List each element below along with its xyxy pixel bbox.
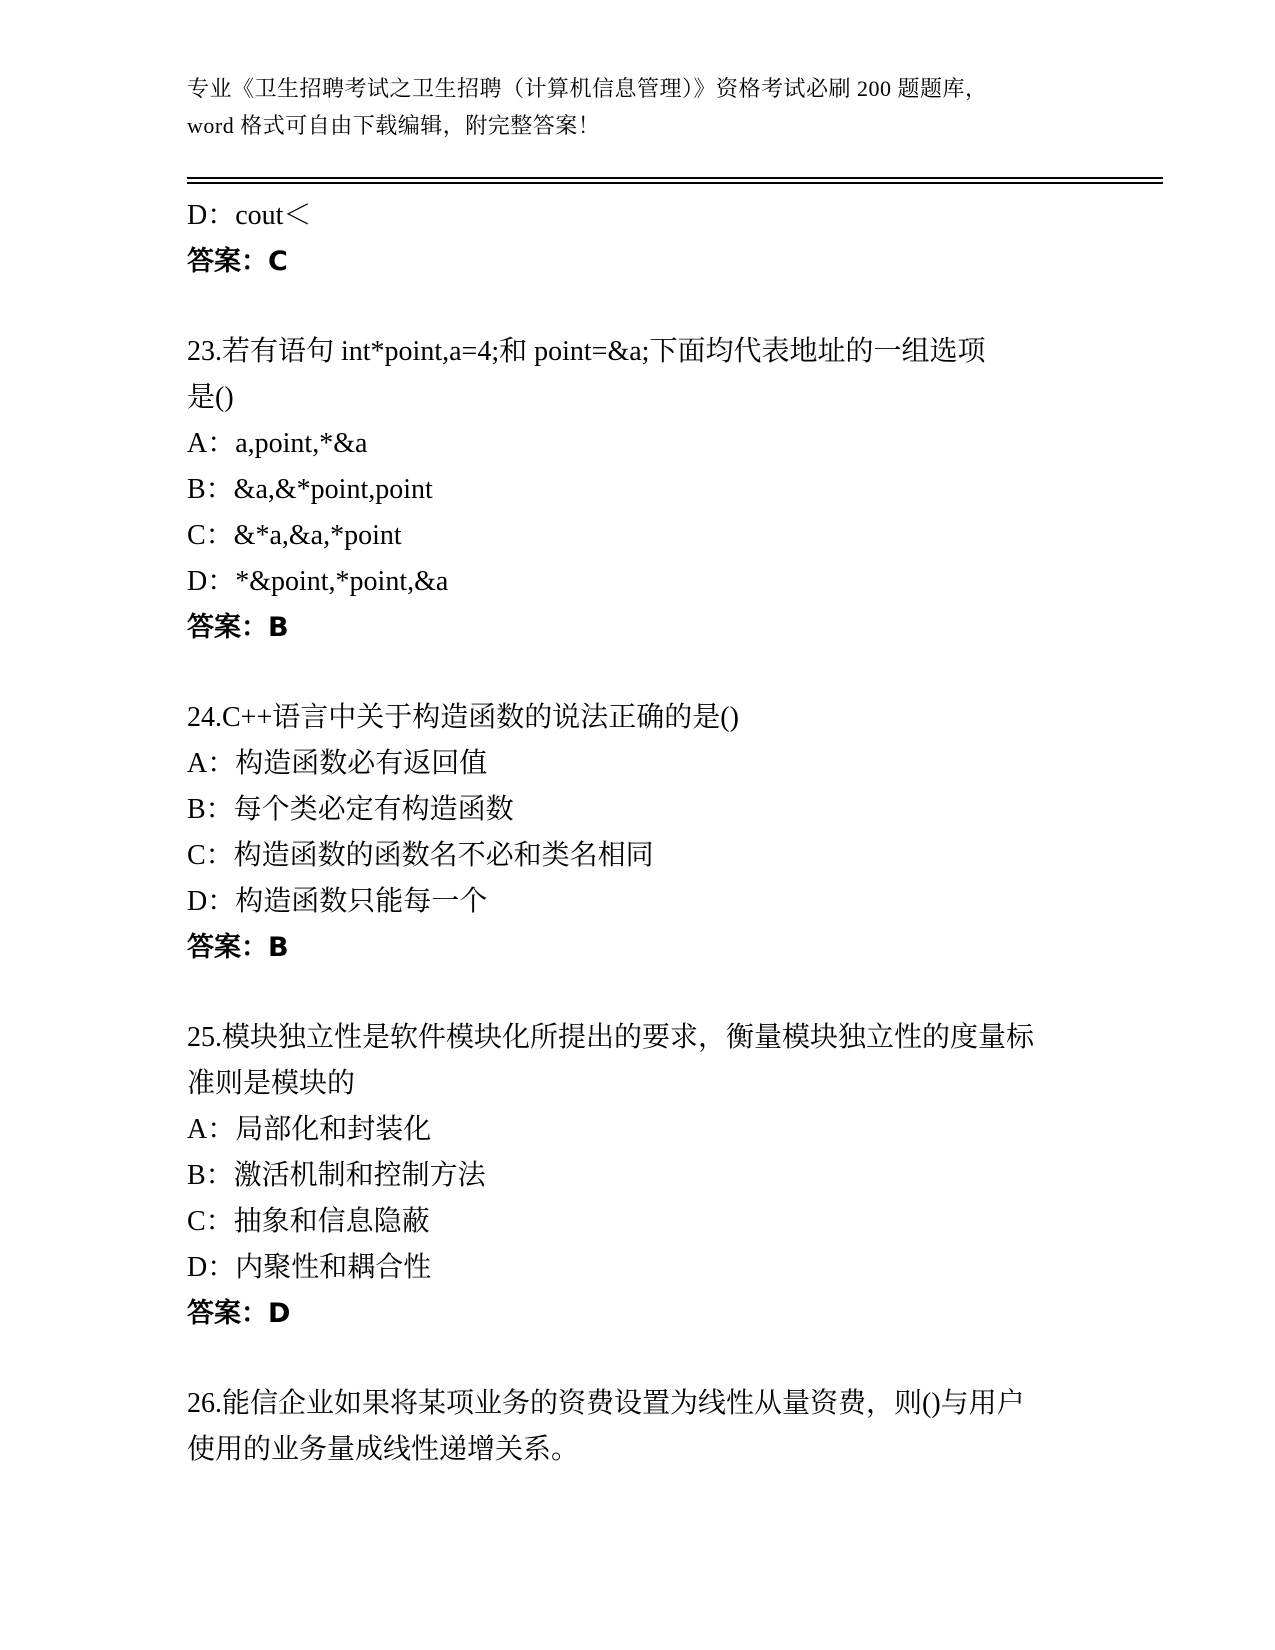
question-24 [187, 695, 1163, 971]
question-22-remainder [187, 193, 1163, 285]
question-text-line-1: 25.模块独立性是软件模块化所提出的要求，衡量模块独立性的度量标 [187, 1022, 1035, 1053]
question-text-line-1: 24.C++语言中关于构造函数的说法正确的是() [187, 702, 739, 733]
question-25 [187, 1015, 1163, 1337]
question-23 [187, 329, 1163, 651]
question-text-line-2: 使用的业务量成线性递增关系。 [187, 1434, 580, 1465]
question-text-line-1: 23.若有语句 int*point,a=4;和 point=&a;下面均代表地址的一组选项 [187, 336, 986, 367]
answer-line: 答案：B [187, 612, 289, 643]
question-text-line-2: 准则是模块的 [187, 1068, 356, 1099]
option-a-line: A：a,point,*&a [187, 428, 368, 459]
header-title-line-1: 专业《卫生招聘考试之卫生招聘（计算机信息管理）》资格考试必刷 200 题题库， [187, 76, 988, 101]
answer-line: 答案：D [187, 1298, 291, 1329]
option-d-line: D：内聚性和耦合性 [187, 1252, 432, 1283]
option-b-line: B：每个类必定有构造函数 [187, 794, 514, 825]
option-a-line: A：构造函数必有返回值 [187, 748, 488, 779]
option-c-line: C：&*a,&a,*point [187, 520, 402, 551]
option-b-line: B：激活机制和控制方法 [187, 1160, 486, 1191]
questions-area [187, 193, 1163, 1473]
option-a-line: A：局部化和封装化 [187, 1114, 432, 1145]
option-c-line: C：抽象和信息隐蔽 [187, 1206, 430, 1237]
question-text-line-1: 26.能信企业如果将某项业务的资费设置为线性从量资费，则()与用户 [187, 1388, 1025, 1419]
answer-line: 答案：B [187, 932, 289, 963]
question-26 [187, 1381, 1163, 1473]
header-divider-double-rule [187, 177, 1163, 184]
question-text-line-2: 是() [187, 382, 234, 413]
header-title-line-2: word 格式可自由下载编辑，附完整答案！ [187, 113, 601, 138]
option-c-line: C：构造函数的函数名不必和类名相同 [187, 840, 654, 871]
option-d-line: D：构造函数只能每一个 [187, 886, 488, 917]
option-b-line: B：&a,&*point,point [187, 474, 433, 505]
page-header [187, 70, 1163, 144]
option-d-line: D：cout＜ [187, 200, 312, 231]
option-d-line: D：*&point,*point,&a [187, 566, 449, 597]
answer-line: 答案：C [187, 246, 288, 277]
